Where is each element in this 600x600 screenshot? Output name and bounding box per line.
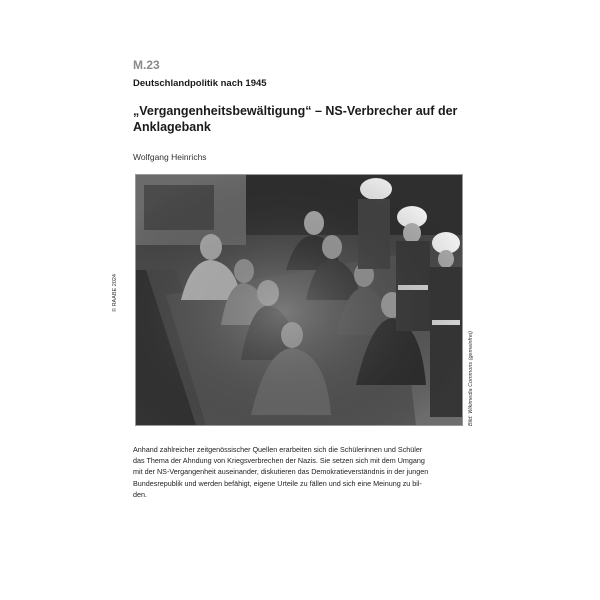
photo-credit: Bild: Wikimedia Commons (gemeinfrei) — [468, 330, 474, 426]
photo-illustration — [136, 175, 462, 425]
author-name: Wolfgang Heinrichs — [133, 152, 207, 162]
intro-line: den. — [133, 489, 147, 499]
intro-line: Bundesrepublik und werden befähigt, eigene Urteile zu fällen und sich eine Meinung zu bil- — [133, 478, 422, 488]
photo-lighting — [136, 175, 462, 425]
copyright-notice: © RAABE 2024 — [112, 274, 118, 312]
material-code: M.23 — [133, 58, 160, 72]
title-line-2: Anklagebank — [133, 120, 211, 134]
intro-line: das Thema der Ahndung von Kriegsverbrechen der Nazis. Sie setzen sich mit dem Umgang — [133, 456, 425, 466]
intro-line: Anhand zahlreicher zeitgenössischer Quellen erarbeiten sich die Schülerinnen und Schüler — [133, 445, 423, 454]
photo — [135, 174, 463, 426]
intro-line: mit der NS-Vergangenheit auseinander, diskutieren das Demokratieverständnis in der jungen — [133, 467, 429, 477]
page-title — [133, 103, 463, 135]
series-title: Deutschlandpolitik nach 1945 — [133, 78, 267, 89]
title-line-1: „Vergangenheitsbewältigung“ – NS-Verbrecher auf der — [133, 104, 458, 118]
intro-text — [133, 444, 463, 500]
